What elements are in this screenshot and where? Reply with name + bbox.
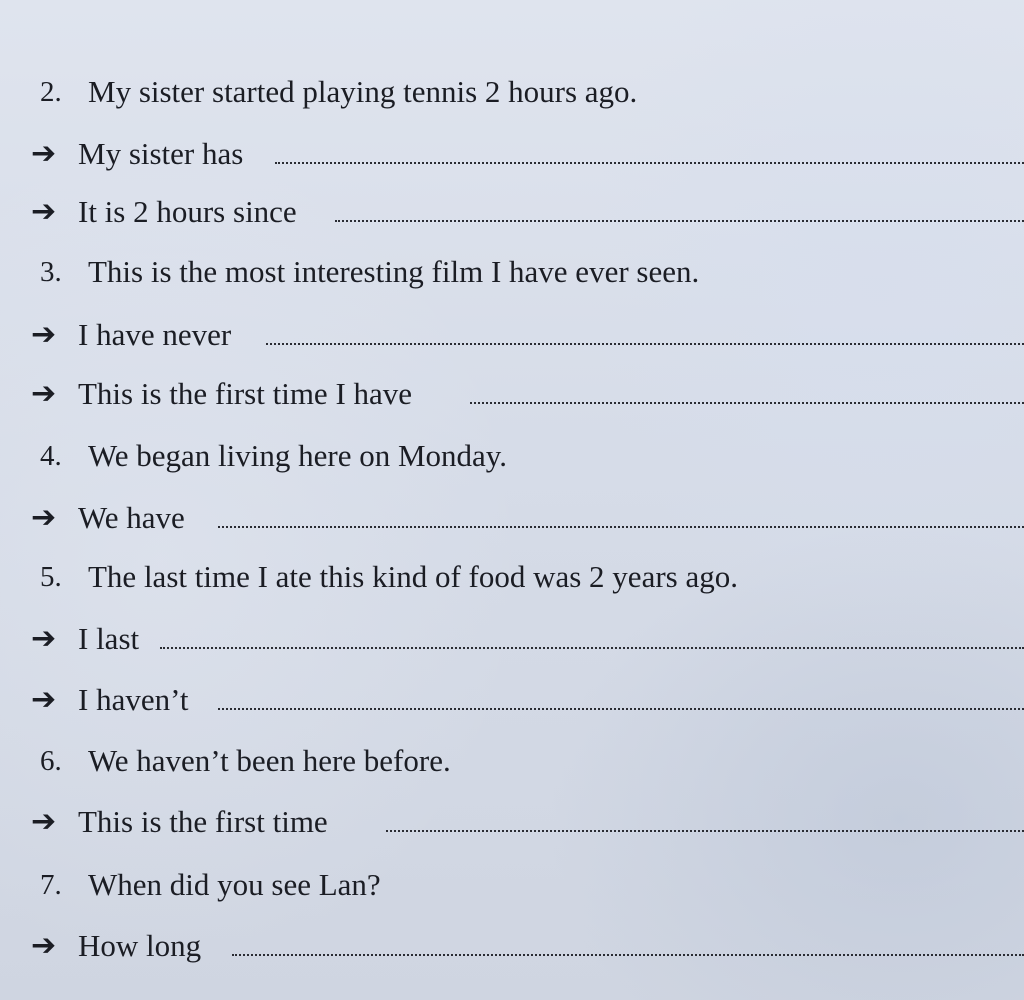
question-sentence: The last time I ate this kind of food was 2 years ago. [88, 559, 738, 594]
arrow-icon: ➔ [31, 804, 57, 839]
answer-prompt: My sister has [78, 136, 244, 171]
answer-blank-line[interactable] [275, 162, 1024, 164]
question-number: 4. [40, 440, 62, 472]
arrow-icon: ➔ [31, 500, 57, 535]
answer-blank-line[interactable] [386, 830, 1024, 832]
answer-blank-line[interactable] [470, 402, 1024, 404]
answer-blank-line[interactable] [232, 954, 1024, 956]
arrow-icon: ➔ [31, 317, 57, 352]
answer-2b [0, 190, 1024, 234]
answer-blank-line[interactable] [218, 708, 1024, 710]
answer-prompt: I have never [78, 317, 232, 352]
answer-blank-line[interactable] [335, 220, 1024, 222]
question-3 [0, 250, 1024, 294]
question-6 [0, 739, 1024, 783]
answer-prompt: It is 2 hours since [78, 194, 297, 229]
answer-3a [0, 313, 1024, 357]
answer-blank-line[interactable] [160, 647, 1024, 649]
question-sentence: We haven’t been here before. [88, 743, 451, 778]
answer-blank-line[interactable] [266, 343, 1024, 345]
question-sentence: My sister started playing tennis 2 hours ago. [88, 74, 638, 109]
arrow-icon: ➔ [31, 928, 57, 963]
question-number: 6. [40, 745, 62, 777]
answer-5a [0, 617, 1024, 661]
answer-4a [0, 496, 1024, 540]
arrow-icon: ➔ [31, 682, 57, 717]
question-sentence: When did you see Lan? [88, 867, 381, 902]
arrow-icon: ➔ [31, 376, 57, 411]
answer-3b [0, 372, 1024, 416]
question-number: 5. [40, 561, 62, 593]
answer-5b [0, 678, 1024, 722]
question-5 [0, 555, 1024, 599]
answer-7a [0, 924, 1024, 968]
question-number: 3. [40, 256, 62, 288]
answer-blank-line[interactable] [218, 526, 1024, 528]
arrow-icon: ➔ [31, 136, 57, 171]
answer-prompt: This is the first time I have [78, 376, 413, 411]
question-sentence: This is the most interesting film I have ever seen. [88, 254, 700, 289]
answer-prompt: I last [78, 621, 140, 656]
answer-prompt: This is the first time [78, 804, 328, 839]
arrow-icon: ➔ [31, 194, 57, 229]
question-number: 2. [40, 76, 62, 108]
question-4 [0, 434, 1024, 478]
answer-prompt: How long [78, 928, 202, 963]
answer-6a [0, 800, 1024, 844]
arrow-icon: ➔ [31, 621, 57, 656]
answer-2a [0, 132, 1024, 176]
question-7 [0, 863, 1024, 907]
question-2 [0, 70, 1024, 114]
question-number: 7. [40, 869, 62, 901]
answer-prompt: We have [78, 500, 185, 535]
answer-prompt: I haven’t [78, 682, 189, 717]
question-sentence: We began living here on Monday. [88, 438, 508, 473]
